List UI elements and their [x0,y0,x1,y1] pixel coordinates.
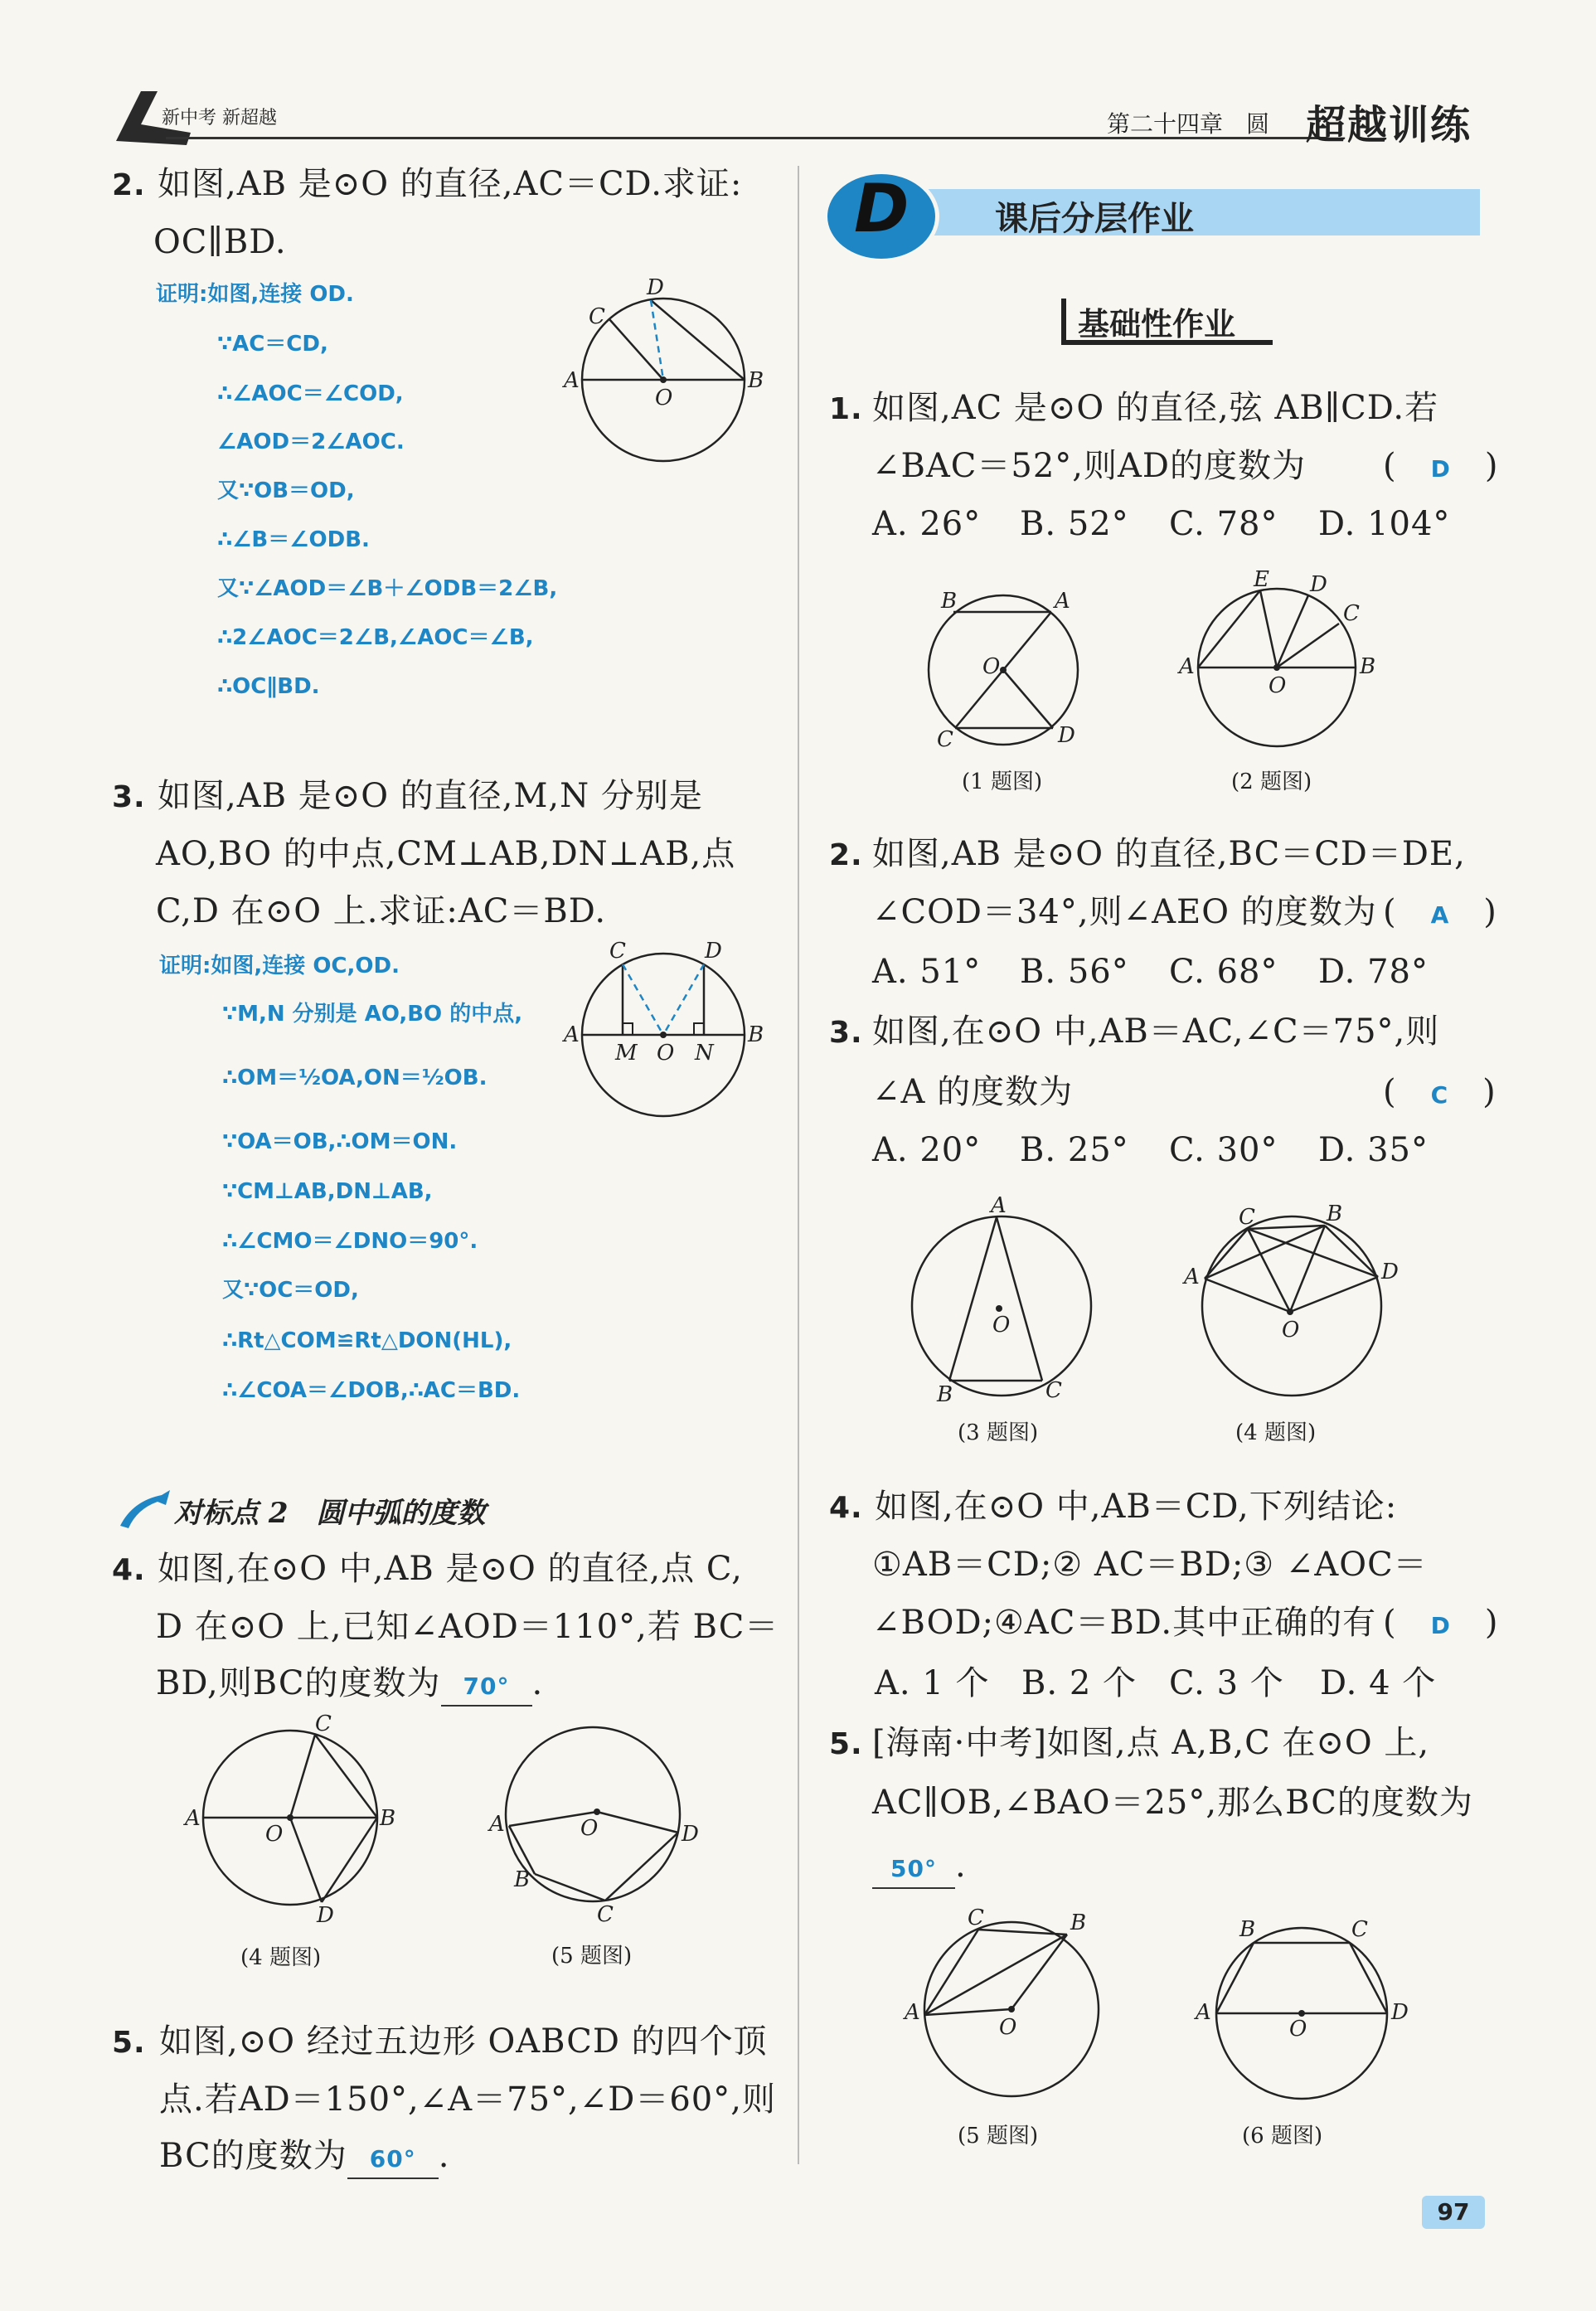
figure-r3 [900,1194,1115,1410]
question-text: AO,BO 的中点,CM⊥AB,DN⊥AB,点 [156,835,736,873]
proof-line: 又∵OC＝OD, [222,1278,359,1303]
figure-q4 [182,1711,398,1928]
label-a: A [489,1812,505,1837]
label-a: A [991,1193,1007,1218]
question-number: 1. [829,392,863,426]
proof-line: 证明:如图,连接 OC,OD. [159,954,400,978]
option-c: C. 68° [1169,953,1278,991]
question-text: 如图,在⊙O 中,AB 是⊙O 的直径,点 C, [158,1550,743,1588]
proof-line: 证明:如图,连接 OD. [156,282,354,307]
label-c: C [1343,601,1360,626]
proof-line: ∴2∠AOC＝2∠B,∠AOC＝∠B, [217,625,534,650]
label-o: O [992,1313,1011,1338]
label-a: A [564,1022,580,1047]
proof-line: ∵M,N 分别是 AO,BO 的中点, [222,1002,523,1027]
answer-choice: D [1430,1612,1451,1639]
label-b: B [514,1867,531,1892]
question-number: 3. [112,780,146,814]
proof-line: ∵AC＝CD, [217,332,328,357]
label-d: D [682,1822,699,1847]
figure-q3 [564,937,779,1128]
question-number: 3. [829,1016,863,1050]
figure-r4 [1177,1194,1401,1410]
question-text: 如图,⊙O 经过五边形 OABCD 的四个顶 [159,2022,768,2061]
figure-r1 [912,580,1111,763]
option-b: B. 25° [1020,1131,1129,1169]
proof-line: ∴Rt△COM≌Rt△DON(HL), [222,1328,512,1353]
option-c: C. 30° [1169,1131,1278,1169]
label-a: A [905,2000,920,2025]
label-b: B [1327,1202,1343,1226]
proof-line: ∠AOD＝2∠AOC. [217,430,405,454]
option-a: A. 20° [872,1131,982,1169]
label-b: B [941,589,958,614]
label-d: D [705,939,722,964]
figure-r5 [900,1906,1115,2110]
figure-q5-left [489,1716,713,1927]
banner-title: 课后分层作业 [995,200,1194,238]
answer-choice: A [1430,901,1450,929]
option-a: A. 1 个 [875,1664,990,1702]
figure-caption: (6 题图) [1242,2124,1323,2148]
question-text: OC∥BD. [153,223,287,261]
option-d: D. 35° [1318,1131,1429,1169]
label-a: A [1196,2000,1211,2025]
answer-choice: D [1430,455,1451,483]
proof-line: ∴∠CMO＝∠DNO＝90°. [222,1229,478,1254]
option-c: C. 78° [1169,505,1278,543]
label-o: O [999,2015,1017,2040]
question-text: 点.若AD＝150°,∠A＝75°,∠D＝60°,则 [159,2080,776,2119]
column-divider [798,166,799,2164]
proof-line: ∴OC∥BD. [217,674,320,699]
label-a: A [564,368,580,393]
figure-q2 [564,274,779,464]
figure-r2 [1177,567,1393,763]
option-c: C. 3 个 [1169,1664,1284,1702]
option-d: D. 78° [1318,953,1429,991]
label-o: O [1269,673,1287,698]
option-b: B. 52° [1020,505,1129,543]
label-o: O [655,386,673,410]
label-a: A [1055,589,1070,614]
figure-caption: (4 题图) [1235,1420,1317,1445]
label-b: B [937,1382,953,1407]
series-title: 超越训练 [1306,102,1472,148]
label-o: O [1289,2017,1307,2042]
label-n: N [695,1041,714,1066]
question-text: BC的度数为 [159,2137,347,2175]
answer-blank: 50° [890,1855,937,1882]
label-d: D [1310,572,1327,597]
label-b: B [1239,1917,1256,1942]
label-o: O [580,1816,599,1841]
label-c: C [1045,1378,1062,1403]
figure-caption: (3 题图) [958,1420,1039,1445]
figure-caption: (4 题图) [240,1945,322,1970]
sub-title: 基础性作业 [1078,306,1236,342]
section-arrow-icon [116,1488,174,1530]
label-o: O [1282,1318,1300,1342]
question-text: AC∥OB,∠BAO＝25°,那么BC的度数为 [872,1784,1473,1822]
question-text: BD,则BC的度数为 [156,1664,441,1702]
proof-line: ∵CM⊥AB,DN⊥AB, [222,1179,433,1204]
label-d: D [1381,1260,1399,1284]
question-text: 如图,AB 是⊙O 的直径,AC＝CD.求证: [158,165,743,203]
question-text: ∠BOD;④AC＝BD.其中正确的有 [872,1604,1377,1642]
option-d: D. 104° [1318,505,1451,543]
label-e: E [1254,567,1269,592]
label-b: B [1070,1910,1087,1935]
label-c: C [609,939,626,964]
label-b: B [1360,654,1376,679]
question-number: 2. [829,838,863,872]
question-text: ∠COD＝34°,则∠AEO 的度数为 [872,893,1377,931]
question-number: 5. [829,1727,863,1761]
label-o: O [982,654,1001,679]
label-o: O [265,1822,284,1847]
label-b: B [748,1022,764,1047]
question-text: ∠BAC＝52°,则AD的度数为 [872,447,1306,485]
question-number: 4. [829,1491,863,1525]
figure-caption: (5 题图) [958,2124,1039,2148]
label-a: A [185,1806,201,1831]
question-text: C,D 在⊙O 上.求证:AC＝BD. [156,892,607,930]
question-text: ∠A 的度数为 [872,1073,1074,1111]
question-text: 如图,在⊙O 中,AB＝CD,下列结论: [875,1488,1398,1526]
label-c: C [597,1902,614,1927]
question-text: 如图,AB 是⊙O 的直径,M,N 分别是 [158,777,703,815]
answer-choice: C [1430,1081,1449,1109]
figure-caption: (5 题图) [551,1944,633,1969]
figure-caption: (2 题图) [1231,770,1312,794]
option-a: A. 26° [872,505,982,543]
label-o: O [657,1041,675,1066]
option-a: A. 51° [872,953,982,991]
label-c: C [937,727,953,752]
question-number: 5. [112,2026,146,2060]
proof-line: ∴OM＝½OA,ON＝½OB. [222,1066,488,1090]
label-a: A [1179,654,1195,679]
option-d: D. 4 个 [1320,1664,1437,1702]
answer-blank: 60° [369,2145,416,2173]
label-c: C [589,304,605,329]
label-d: D [317,1903,334,1928]
page-number: 97 [1422,2196,1485,2229]
answer-blank: 70° [463,1673,510,1700]
figure-r6 [1186,1911,1409,2110]
proof-line: ∵OA＝OB,∴OM＝ON. [222,1129,458,1154]
label-c: C [968,1906,984,1930]
label-c: C [1239,1205,1255,1230]
label-c: C [1351,1917,1368,1942]
proof-line: 又∵OB＝OD, [217,478,355,503]
label-a: A [1184,1265,1200,1289]
question-text: [海南·中考]如图,点 A,B,C 在⊙O 上, [872,1724,1430,1762]
label-b: B [748,368,764,393]
label-c: C [315,1711,332,1736]
proof-line: 又∵∠AOD＝∠B＋∠ODB＝2∠B, [217,576,558,601]
chapter-title: 第二十四章 圆 [1107,110,1270,138]
banner-letter: D [854,170,910,247]
proof-line: ∴∠B＝∠ODB. [217,527,370,552]
question-text: 如图,在⊙O 中,AB＝AC,∠C＝75°,则 [872,1012,1440,1051]
question-text: 如图,AC 是⊙O 的直径,弦 AB∥CD.若 [872,389,1439,427]
proof-line: ∴∠AOC＝∠COD, [217,381,404,406]
option-b: B. 56° [1020,953,1129,991]
label-b: B [380,1806,396,1831]
question-text: D 在⊙O 上,已知∠AOD＝110°,若 BC＝ [156,1608,779,1646]
question-text: 如图,AB 是⊙O 的直径,BC＝CD＝DE, [872,835,1466,873]
proof-line: ∴∠COA＝∠DOB,∴AC＝BD. [222,1378,521,1403]
question-number: 2. [112,168,146,202]
label-d: D [1058,723,1075,748]
label-m: M [615,1041,638,1066]
question-text: ①AB＝CD;② AC＝BD;③ ∠AOC＝ [872,1546,1428,1584]
figure-caption: (1 题图) [962,770,1043,794]
label-d: D [647,275,664,300]
brand-text: 新中考 新超越 [162,108,277,129]
option-b: B. 2 个 [1021,1664,1137,1702]
label-d: D [1391,2000,1409,2025]
question-number: 4. [112,1553,146,1587]
